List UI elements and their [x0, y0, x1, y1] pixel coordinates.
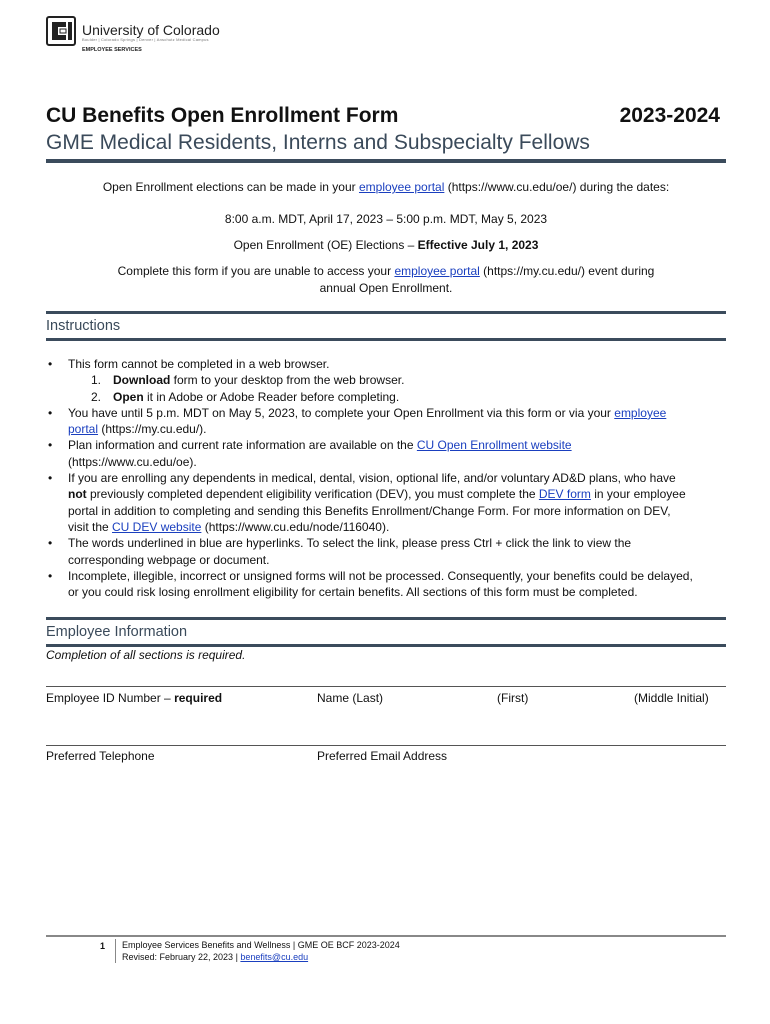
instructions-list: [46, 356, 730, 600]
cu-logo-icon: [46, 16, 76, 46]
page-subtitle: GME Medical Residents, Interns and Subspecialty Fellows: [46, 131, 590, 154]
page-number: 1: [100, 941, 106, 951]
list-item: • Plan information and current rate information are available on the CU Open Enrollment website (https://www.cu.edu/oe).: [48, 438, 572, 469]
employee-id-label: Employee ID Number – required: [46, 691, 223, 705]
employee-info-heading: Employee Information: [46, 624, 188, 640]
plan-year: 2023-2024: [619, 104, 720, 127]
benefits-email-link[interactable]: benefits@cu.edu: [240, 952, 309, 962]
list-item: • The words underlined in blue are hyperlinks. To select the link, please press Ctrl + click the link to view the corresponding webpage or document.: [48, 536, 632, 567]
instructions-top-rule: [46, 311, 726, 314]
org-department: EMPLOYEE SERVICES: [82, 47, 142, 53]
org-campuses: Boulder | Colorado Springs | Denver | Anschutz Medical Campus: [82, 37, 209, 42]
name-first-label: (First): [497, 691, 529, 705]
employee-portal-link-4[interactable]: portal: [68, 422, 99, 437]
dev-form-link[interactable]: DEV form: [538, 487, 591, 502]
completion-note: Completion of all sections is required.: [46, 648, 246, 662]
employee-info-top-rule: [46, 617, 726, 620]
employee-portal-link-2[interactable]: employee portal: [394, 264, 480, 278]
instructions-bottom-rule: [46, 338, 726, 341]
contact-input-line[interactable]: [46, 745, 726, 746]
intro-line: Open Enrollment elections can be made in your employee portal (https://www.cu.edu/oe/) during the dates:: [102, 180, 670, 194]
employee-portal-link-3[interactable]: employee: [614, 405, 667, 420]
footer-rule: [46, 935, 726, 937]
cu-oe-website-link[interactable]: CU Open Enrollment website: [416, 438, 572, 453]
list-item: • Incomplete, illegible, incorrect or unsigned forms will not be processed. Consequently, your benefits could be delayed, or you could risk losing enrollment eligibility for certain benefits. All sections of this form must be completed.: [48, 568, 693, 600]
complete-note: Complete this form if you are unable to access your employee portal (https://my.cu.edu/) event during annual Open Enrollment.: [117, 264, 655, 295]
page-title: CU Benefits Open Enrollment Form: [46, 104, 399, 127]
enrollment-dates: 8:00 a.m. MDT, April 17, 2023 – 5:00 p.m. MDT, May 5, 2023: [224, 212, 548, 226]
footer-text: Employee Services Benefits and Wellness | GME OE BCF 2023-2024 Revised: February 22, 2023 | benefits@cu.edu: [122, 940, 400, 962]
employee-info-bottom-rule: [46, 644, 726, 647]
list-item: • If you are enrolling any dependents in medical, dental, vision, optional life, and/or voluntary AD&D plans, who have not previously completed dependent eligibility verification (DEV), you must complete the DEV form in your employee portal in addition to completing and sending this Benefits Enrollment/Change Form. For more information on DEV, visit the CU DEV website (https://www.cu.edu/node/116040).: [48, 471, 686, 534]
id-name-input-line[interactable]: [46, 686, 726, 687]
telephone-label: Preferred Telephone: [46, 749, 155, 763]
list-item: • You have until 5 p.m. MDT on May 5, 2023, to complete your Open Enrollment via this form or via your employee portal (https://my.cu.edu/).: [48, 405, 667, 437]
effective-date: Open Enrollment (OE) Elections – Effective July 1, 2023: [233, 238, 539, 252]
list-item: • This form cannot be completed in a web browser. 1. Download form to your desktop from the web browser. 2. Open it in Adobe or Adobe Reader before completing.: [48, 357, 405, 404]
title-divider: [46, 159, 726, 163]
employee-portal-link[interactable]: employee portal: [358, 180, 445, 194]
footer-separator: [115, 939, 116, 963]
name-middle-label: (Middle Initial): [634, 691, 709, 705]
name-last-label: Name (Last): [317, 691, 384, 705]
email-label: Preferred Email Address: [317, 749, 448, 763]
org-name: University of Colorado: [82, 22, 220, 38]
cu-dev-website-link[interactable]: CU DEV website: [112, 519, 202, 534]
instructions-heading: Instructions: [46, 318, 121, 334]
